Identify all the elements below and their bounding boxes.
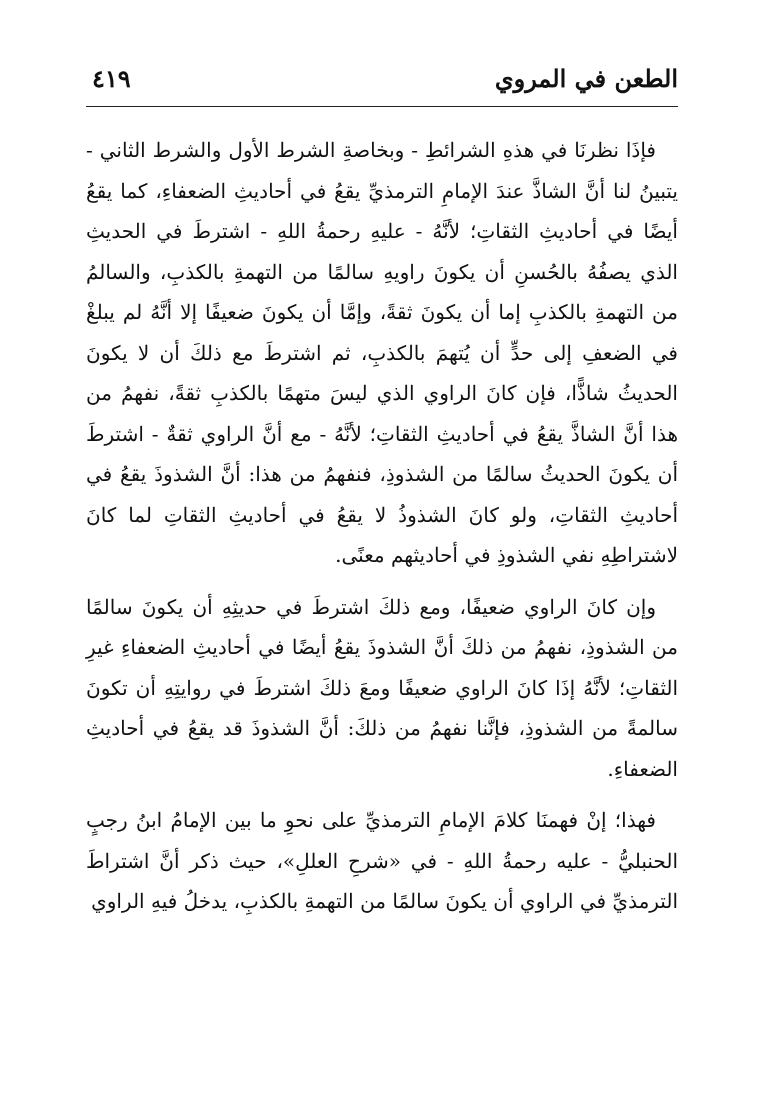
running-title: الطعن في المروي (494, 64, 678, 93)
body-text (86, 130, 678, 922)
paragraph: فإذَا نظرنَا في هذهِ الشرائطِ - وبخاصةِ الشرط الأول والشرط الثاني - يتبينُ لنا أنَّ الشاذَّ عندَ الإمامِ الترمذيِّ يقعُ في أحاديثِ الضعفاءِ، كما يقعُ أيضًا في أحاديثِ الثقاتِ؛ لأنَّهُ - عليهِ رحمةُ اللهِ - اشترطَ في الحديثِ الذي يصفُهُ بالحُسنِ أن يكونَ راويهِ سالمًا من التهمةِ بالكذبِ، والسالمُ من التهمةِ بالكذبِ إما أن يكونَ ثقةً، وإمَّا أن يكونَ ضعيفًا إلا أنَّهُ لم يبلغْ في الضعفِ إلى حدٍّ أن يُتهمَ بالكذبِ، ثم اشترطَ مع ذلكَ أن لا يكونَ الحديثُ شاذًّا، فإن كانَ الراوي الذي ليسَ متهمًا بالكذبِ ثقةً، نفهمُ من هذا أنَّ الشاذَّ يقعُ في أحاديثِ الثقاتِ؛ لأنَّهُ - مع أنَّ الراوي ثقةٌ - اشترطَ أن يكونَ الحديثُ سالمًا من الشذوذِ، فنفهمُ من هذا: أنَّ الشذوذَ يقعُ في أحاديثِ الثقاتِ، ولو كانَ الشذوذُ لا يقعُ في أحاديثِ الثقاتِ لما كانَ لاشتراطِهِ نفي الشذوذِ في أحاديثهم معنًى. (86, 138, 678, 567)
paragraph: فهذا؛ إنْ فهمنَا كلامَ الإمامِ الترمذيِّ على نحوِ ما بين الإمامُ ابنُ رجبٍ الحنبليُّ - عليه رحمةُ اللهِ - في «شرحِ العللِ»، حيث ذكر أنَّ اشتراطَ الترمذيِّ في الراوي أن يكونَ سالمًا من التهمةِ بالكذبِ، يدخلُ فيهِ الراوي (86, 808, 678, 913)
page-number: ٤١٩ (92, 64, 131, 93)
paragraph: وإن كانَ الراوي ضعيفًا، ومع ذلكَ اشترطَ في حديثِهِ أن يكونَ سالمًا من الشذوذِ، نفهمُ من ذلكَ أنَّ الشذوذَ يقعُ أيضًا في أحاديثِ الضعفاءِ غيرِ الثقاتِ؛ لأنَّهُ إذَا كانَ الراوي ضعيفًا ومعَ ذلكَ اشترطَ في روايتِهِ أن تكونَ سالمةً من الشذوذِ، فإنَّنا نفهمُ من ذلكَ: أنَّ الشذوذَ قد يقعُ في أحاديثِ الضعفاءِ. (86, 594, 678, 781)
page-header (86, 60, 678, 104)
header-divider (86, 106, 678, 107)
